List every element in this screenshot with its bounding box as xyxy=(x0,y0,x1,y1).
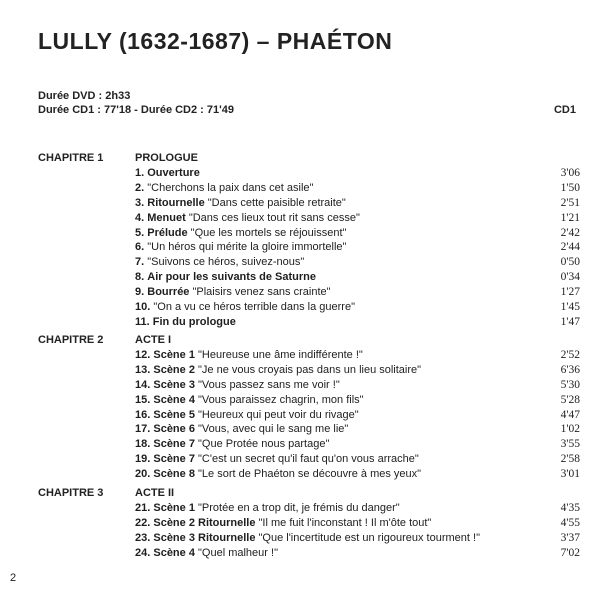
track-title xyxy=(135,546,278,561)
track-title xyxy=(135,408,359,423)
chapter-label: CHAPITRE 2 xyxy=(38,334,104,346)
track-row xyxy=(0,196,600,211)
track-lyric: "Vous, avec qui le sang me lie" xyxy=(198,423,349,436)
track-title xyxy=(135,531,480,546)
track-row xyxy=(0,437,600,452)
track-lyric: "Heureuse une âme indifférente !" xyxy=(198,349,363,361)
track-duration: 1'02 xyxy=(560,423,580,436)
track-duration: 1'21 xyxy=(560,211,580,224)
track-row xyxy=(0,378,600,393)
track-heading: Scène 7 xyxy=(153,453,195,466)
track-number: 16. xyxy=(135,408,151,421)
track-title xyxy=(135,348,363,363)
track-row xyxy=(0,348,600,363)
track-number: 6. xyxy=(135,241,145,254)
track-duration: 0'50 xyxy=(560,256,580,269)
track-lyric: "Je ne vous croyais pas dans un lieu solitaire" xyxy=(198,363,422,376)
track-lyric: "Suivons ce héros, suivez-nous" xyxy=(147,256,305,269)
track-title xyxy=(135,378,340,393)
track-number: 14. xyxy=(135,378,151,391)
track-number: 19. xyxy=(135,453,151,466)
track-duration: 6'36 xyxy=(560,363,580,376)
cd-durations: Durée CD1 : 77'18 - Durée CD2 : 71'49 xyxy=(38,104,234,116)
chapter-label: CHAPITRE 1 xyxy=(38,152,104,164)
track-duration: 3'37 xyxy=(560,531,580,544)
track-number: 9. xyxy=(135,286,145,299)
track-lyric: "Quel malheur !" xyxy=(198,546,278,559)
track-number: 8. xyxy=(135,271,145,284)
track-number: 12. xyxy=(135,349,151,361)
track-title xyxy=(135,300,355,315)
track-heading: Fin du prologue xyxy=(152,315,236,328)
track-duration: 2'42 xyxy=(560,226,580,239)
track-title xyxy=(135,270,316,285)
track-title xyxy=(135,226,346,241)
track-heading: Scène 1 xyxy=(153,349,195,361)
track-row xyxy=(0,270,600,285)
track-list xyxy=(0,501,600,561)
track-number: 21. xyxy=(135,502,151,514)
track-number: 22. xyxy=(135,516,151,529)
track-list xyxy=(0,166,600,330)
track-duration: 3'55 xyxy=(560,438,580,451)
track-lyric: "Il me fuit l'inconstant ! Il m'ôte tout" xyxy=(258,516,432,529)
track-duration: 2'52 xyxy=(560,349,580,361)
track-number: 10. xyxy=(135,301,151,314)
track-lyric: "Vous paraissez chagrin, mon fils" xyxy=(198,393,364,406)
track-title xyxy=(135,240,346,255)
track-number: 7. xyxy=(135,256,145,269)
cd-label: CD1 xyxy=(553,104,576,116)
track-title xyxy=(135,285,331,300)
track-number: 17. xyxy=(135,423,151,436)
track-lyric: "On a vu ce héros terrible dans la guerre" xyxy=(153,301,355,314)
track-duration: 2'58 xyxy=(560,453,580,466)
track-lyric: "Plaisirs venez sans crainte" xyxy=(192,286,331,299)
track-lyric: "Vous passez sans me voir !" xyxy=(198,378,340,391)
track-heading: Scène 3 xyxy=(153,378,195,391)
track-list xyxy=(0,348,600,482)
track-heading: Prélude xyxy=(147,226,188,239)
track-row xyxy=(0,255,600,270)
track-number: 1. xyxy=(135,167,145,179)
track-heading: Scène 4 xyxy=(153,546,195,559)
section-title: ACTE II xyxy=(135,487,175,499)
track-title xyxy=(135,255,304,270)
track-title xyxy=(135,422,348,437)
track-number: 18. xyxy=(135,438,151,451)
track-lyric: "Heureux qui peut voir du rivage" xyxy=(198,408,359,421)
track-number: 2. xyxy=(135,181,145,194)
track-lyric: "Dans cette paisible retraite" xyxy=(207,196,346,209)
track-duration: 2'51 xyxy=(560,196,580,209)
track-heading: Scène 7 xyxy=(153,438,195,451)
track-row xyxy=(0,240,600,255)
track-heading: Scène 2 xyxy=(153,363,195,376)
track-number: 13. xyxy=(135,363,151,376)
track-row xyxy=(0,452,600,467)
track-heading: Scène 2 Ritournelle xyxy=(153,516,256,529)
track-row xyxy=(0,211,600,226)
track-title xyxy=(135,501,400,516)
track-duration: 0'34 xyxy=(560,271,580,284)
track-duration: 1'47 xyxy=(560,315,580,328)
page-title: LULLY (1632-1687) – PHAÉTON xyxy=(38,28,393,54)
track-row xyxy=(0,546,600,561)
track-row xyxy=(0,226,600,241)
dvd-duration: Durée DVD : 2h33 xyxy=(38,90,131,102)
track-lyric: "Cherchons la paix dans cet asile" xyxy=(147,181,314,194)
track-lyric: "Un héros qui mérite la gloire immortelle" xyxy=(147,241,347,254)
track-row xyxy=(0,300,600,315)
track-title xyxy=(135,166,200,181)
track-duration: 5'28 xyxy=(560,393,580,406)
track-duration: 2'44 xyxy=(560,241,580,254)
track-duration: 3'06 xyxy=(560,167,580,179)
track-heading: Scène 8 xyxy=(153,468,195,481)
track-title xyxy=(135,437,329,452)
track-lyric: "C'est un secret qu'il faut qu'on vous arrache" xyxy=(198,453,419,466)
track-row xyxy=(0,408,600,423)
track-row xyxy=(0,516,600,531)
track-title xyxy=(135,181,313,196)
track-heading: Menuet xyxy=(147,211,186,224)
section-title: PROLOGUE xyxy=(135,152,198,164)
track-row xyxy=(0,501,600,516)
track-duration: 1'27 xyxy=(560,286,580,299)
track-heading: Bourrée xyxy=(147,286,190,299)
track-row xyxy=(0,393,600,408)
track-row xyxy=(0,531,600,546)
track-number: 5. xyxy=(135,226,145,239)
track-row xyxy=(0,363,600,378)
track-lyric: "Dans ces lieux tout rit sans cesse" xyxy=(188,211,360,224)
track-duration: 4'47 xyxy=(560,408,580,421)
track-title xyxy=(135,211,360,226)
track-row xyxy=(0,181,600,196)
track-row xyxy=(0,467,600,482)
page-number: 2 xyxy=(10,572,17,584)
track-heading: Ouverture xyxy=(147,167,200,179)
track-duration: 4'35 xyxy=(560,502,580,514)
chapter-label: CHAPITRE 3 xyxy=(38,487,104,499)
track-lyric: "Protée en a trop dit, je frémis du danger" xyxy=(198,502,400,514)
track-title xyxy=(135,467,421,482)
track-lyric: "Le sort de Phaéton se découvre à mes yeux" xyxy=(198,468,422,481)
track-lyric: "Que les mortels se réjouissent" xyxy=(190,226,347,239)
track-row xyxy=(0,422,600,437)
track-duration: 4'55 xyxy=(560,516,580,529)
track-duration: 1'50 xyxy=(560,181,580,194)
track-duration: 3'01 xyxy=(560,468,580,481)
track-row xyxy=(0,285,600,300)
track-heading: Ritournelle xyxy=(147,196,205,209)
track-heading: Scène 4 xyxy=(153,393,195,406)
track-number: 4. xyxy=(135,211,145,224)
track-lyric: "Que l'incertitude est un rigoureux tourment !" xyxy=(258,531,480,544)
track-title xyxy=(135,516,431,531)
track-number: 3. xyxy=(135,196,145,209)
track-row xyxy=(0,166,600,181)
track-heading: Scène 5 xyxy=(153,408,195,421)
track-heading: Scène 6 xyxy=(153,423,195,436)
track-number: 23. xyxy=(135,531,151,544)
track-heading: Scène 1 xyxy=(153,502,195,514)
track-title xyxy=(135,196,346,211)
track-number: 20. xyxy=(135,468,151,481)
track-duration: 5'30 xyxy=(560,378,580,391)
track-title xyxy=(135,393,364,408)
track-number: 24. xyxy=(135,546,151,559)
track-number: 15. xyxy=(135,393,151,406)
track-lyric: "Que Protée nous partage" xyxy=(198,438,330,451)
track-title xyxy=(135,452,419,467)
track-title xyxy=(135,363,421,378)
section-title: ACTE I xyxy=(135,334,172,346)
track-duration: 1'45 xyxy=(560,301,580,314)
track-title xyxy=(135,315,236,330)
track-heading: Scène 3 Ritournelle xyxy=(153,531,256,544)
track-heading: Air pour les suivants de Saturne xyxy=(147,271,316,284)
track-duration: 7'02 xyxy=(560,546,580,559)
track-row xyxy=(0,315,600,330)
track-number: 11. xyxy=(135,315,150,328)
